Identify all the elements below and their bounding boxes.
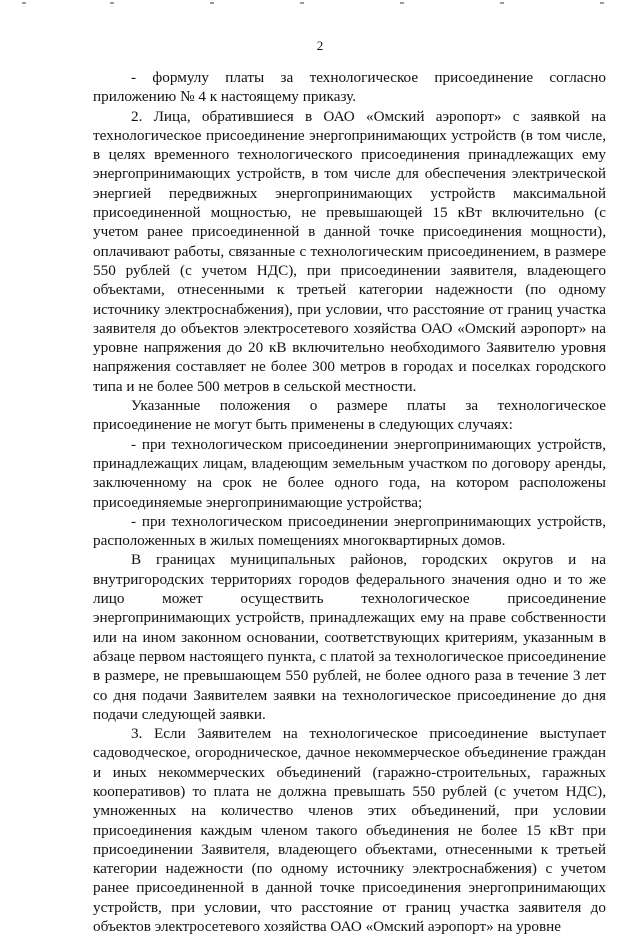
paragraph: 2. Лица, обратившиеся в ОАО «Омский аэропорт» с заявкой на технологическое присоединение энергопринимающих устройств (в том числе, в целях временного технологического присоединения принадлежащих ему энергопринимающих устройств, в том числе для обеспечения электрической энергией передвижных энергопринимающих устройств максимальной присоединенной мощностью, не превышающей 15 кВт включительно (с учетом ранее присоединенной в данной точке присоединения мощности), оплачивают работы, связанные с технологическим присоединением, в размере 550 рублей (с учетом НДС), при присоединении заявителя, владеющего объектами, отнесенными к третьей категории надежности (по одному источнику электроснабжения), при условии, что расстояние от границ участка заявителя до объектов электросетевого хозяйства ОАО «Омский аэропорт» на уровне напряжения до 20 кВ включительно необходимого Заявителю уровня напряжения составляет не более 300 метров в городах и поселках городского типа и не более 500 метров в сельской местности. — [93, 107, 606, 395]
paragraph: - формулу платы за технологическое присоединение согласно приложению № 4 к настоящему приказу. — [93, 69, 606, 106]
paragraph: Указанные положения о размере платы за технологическое присоединение не могут быть применены в следующих случаях: — [93, 397, 606, 434]
paragraph: - при технологическом присоединении энергопринимающих устройств, расположенных в жилых помещениях многоквартирных домов. — [93, 512, 606, 550]
scan-mark — [300, 2, 304, 4]
paragraph: 3. Если Заявителем на технологическое присоединение выступает садоводческое, огородническое, дачное некоммерческое объединение граждан и иных некоммерческих объединений (гаражно-строительных, гаражных кооперативов) то плата не должна превышать 550 рублей (с учетом НДС), умноженных на количество членов этих объединений, при условии присоединения каждым членом такого объединения не более 15 кВт при присоединении Заявителя, владеющего объектами, отнесенными к третьей категории надежности (по одному источнику электроснабжения) с учетом ранее присоединенной в данной точке присоединения энергопринимающих устройств, при условии, что расстояние от границ участка заявителя до объектов электросетевого хозяйства ОАО «Омский аэропорт» на уровне — [93, 725, 606, 936]
scan-mark — [500, 2, 504, 4]
scan-mark — [400, 2, 404, 4]
page-number: 2 — [316, 38, 324, 53]
scan-mark — [22, 2, 26, 4]
body-text — [93, 68, 606, 936]
scan-mark — [210, 2, 214, 4]
paragraph: В границах муниципальных районов, городских округов и на внутригородских территориях городов федерального значения одно и то же лицо может осуществить технологическое присоединение энергопринимающих устройств, принадлежащих ему на праве собственности или на ином законном основании, соответствующих критериям, указанным в абзаце первом настоящего пункта, с платой за технологическое присоединение в размере, не превышающем 550 рублей, не более одного раза в течение 3 лет со дня подачи Заявителем заявки на технологическое присоединение до дня подачи следующей заявки. — [93, 551, 606, 723]
scan-marks — [0, 2, 640, 14]
scan-mark — [110, 2, 114, 4]
paragraph: - при технологическом присоединении энергопринимающих устройств, принадлежащих лицам, владеющим земельным участком по договору аренды, заключенному на срок не более одного года, на котором расположены присоединяемые энергопринимающие устройства; — [93, 435, 606, 511]
scan-mark — [600, 2, 604, 4]
